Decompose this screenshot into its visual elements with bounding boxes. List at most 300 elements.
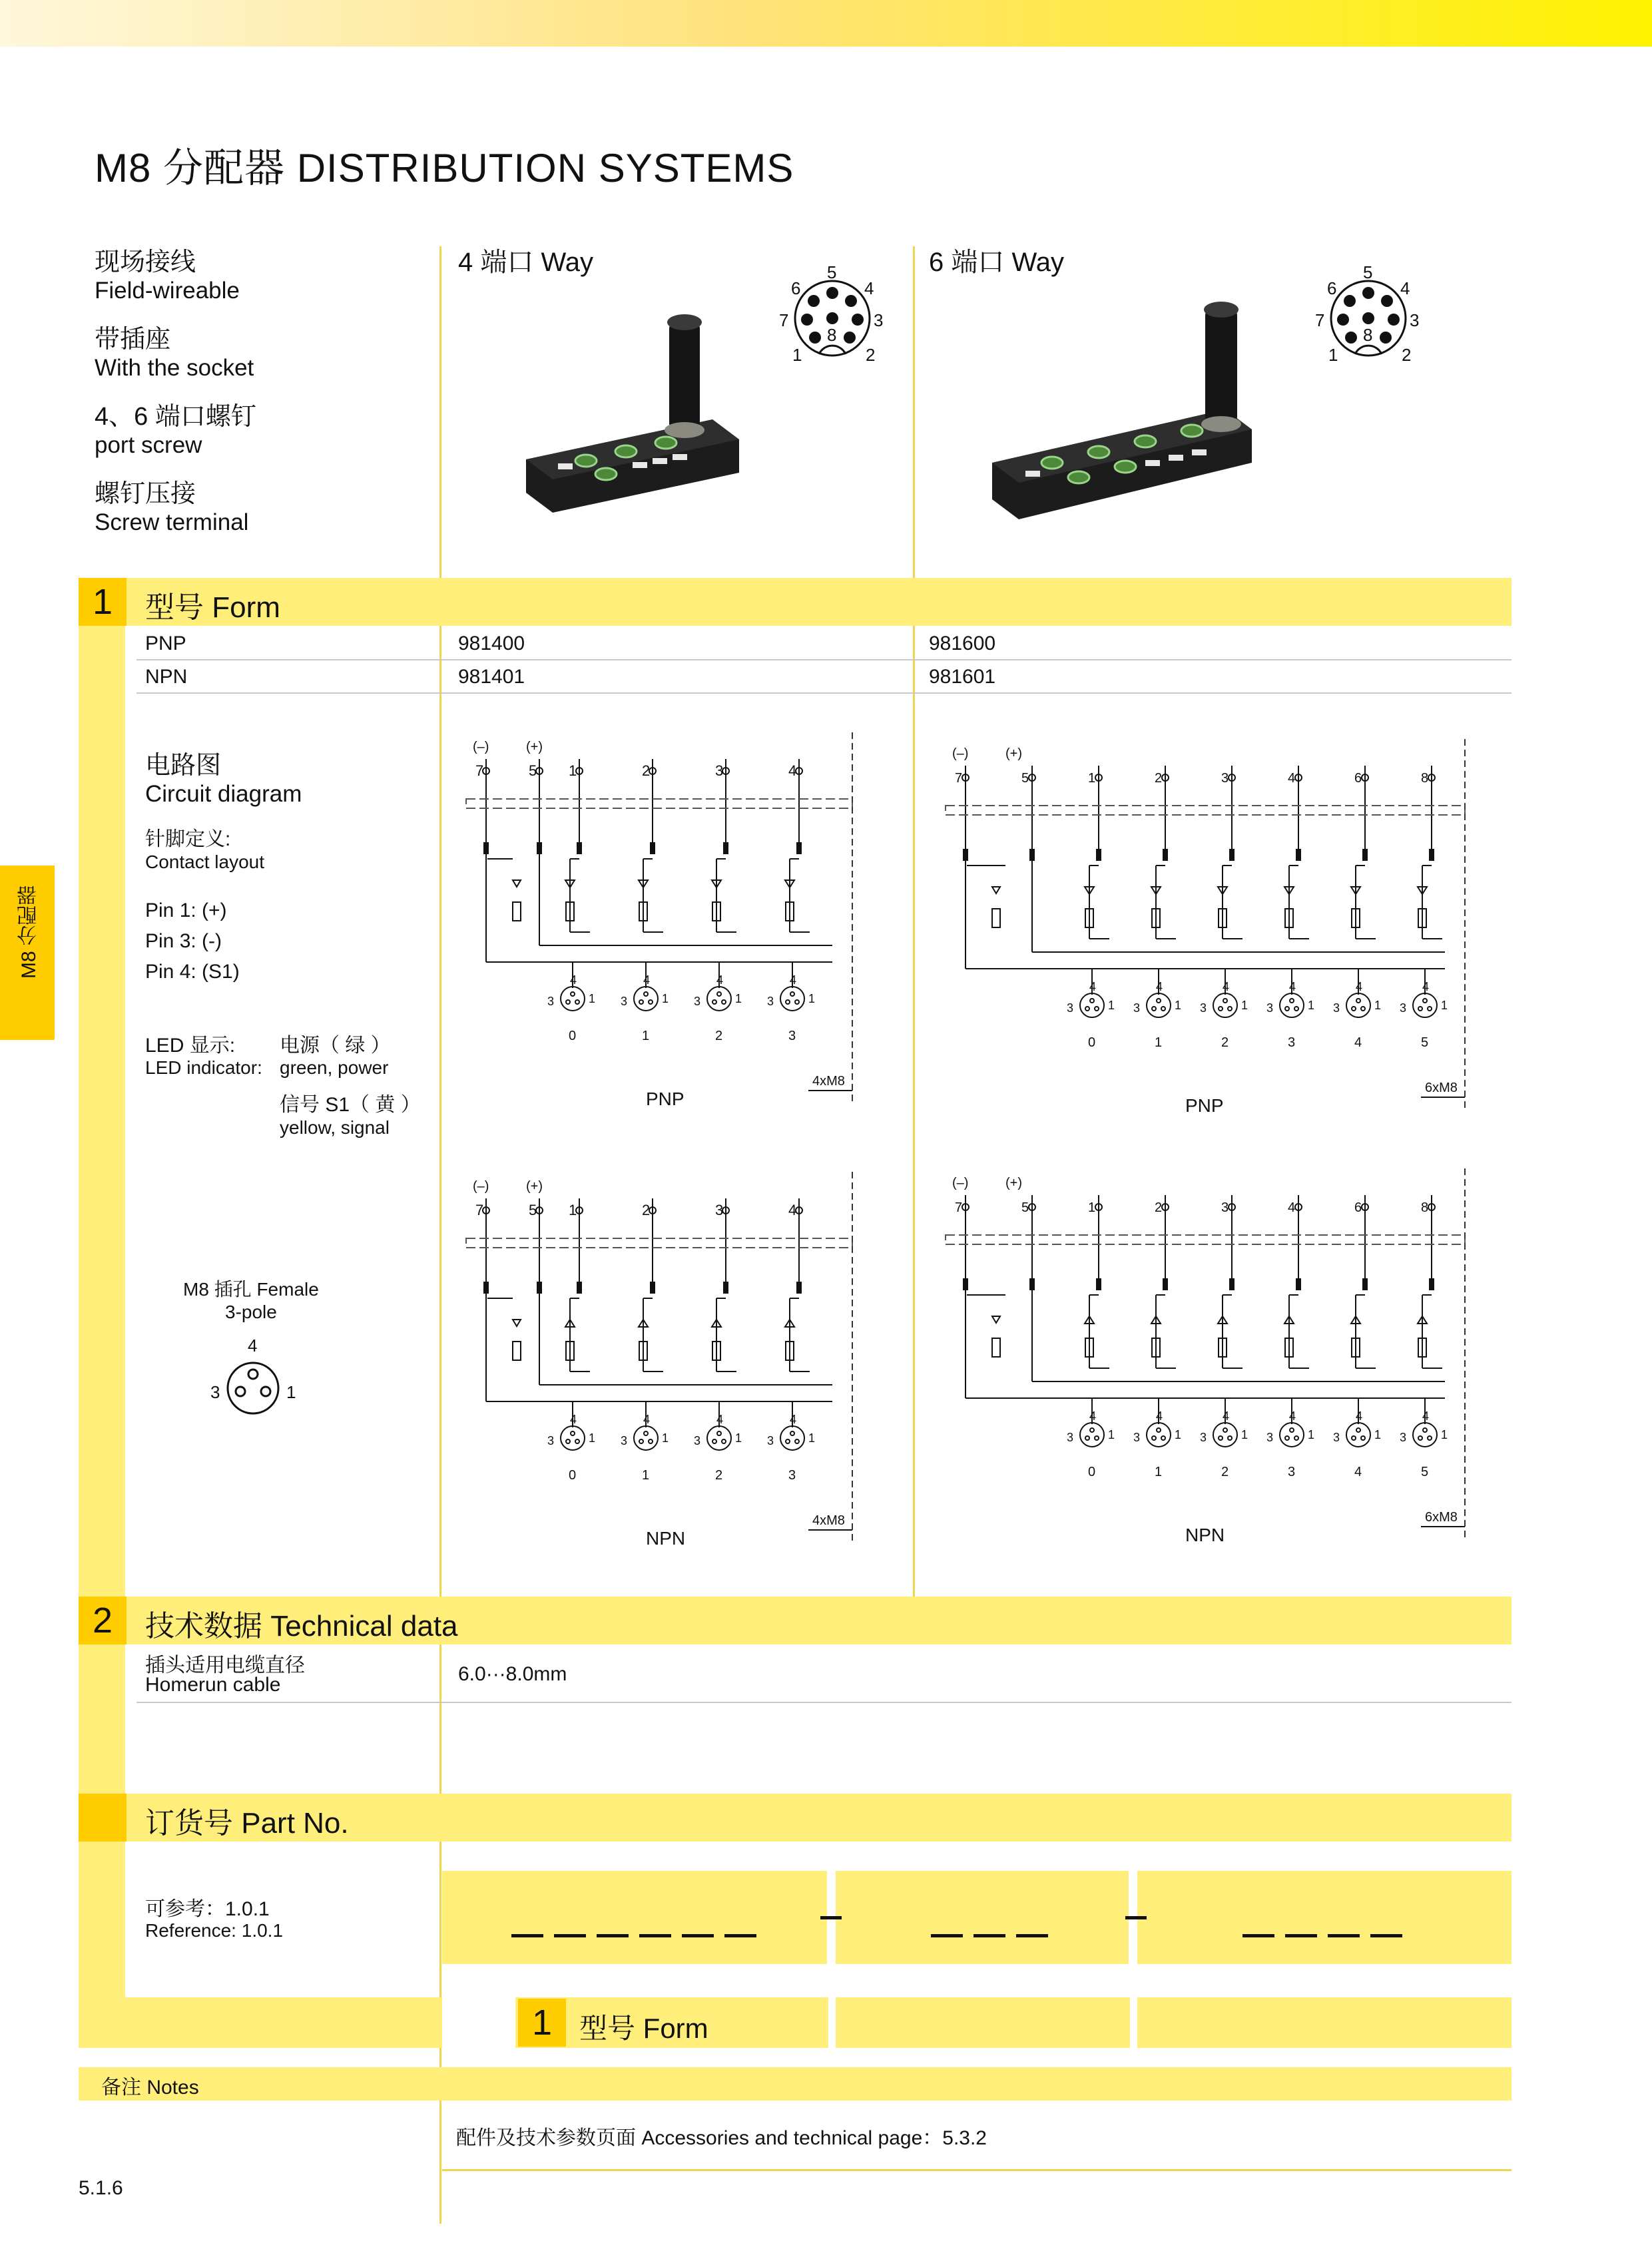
fuse [1163, 849, 1168, 861]
diagram-type-label: NPN [1185, 1525, 1225, 1545]
homerun-value: 6.0···8.0mm [458, 1663, 567, 1685]
socket-pin [1428, 1436, 1432, 1440]
bottom-rule [442, 2169, 1512, 2171]
socket-pin-label: 4 [1156, 980, 1163, 993]
socket-pin-label: 3 [1067, 1001, 1074, 1015]
port-number-label: 0 [1088, 1465, 1096, 1479]
svg-text:7: 7 [779, 310, 789, 330]
socket-pin [571, 1431, 575, 1435]
fuse [1163, 1278, 1168, 1290]
notes-band [79, 2067, 1512, 2101]
port-number-label: 5 [1421, 1465, 1429, 1479]
socket-pin [1085, 1007, 1089, 1011]
socket-pin [1152, 1007, 1156, 1011]
socket-pin-label: 3 [621, 1434, 628, 1447]
reference-cn: 可参考：1.0.1 [145, 1898, 270, 1920]
section1-left-stripe [79, 626, 125, 1598]
port-number-label: 1 [642, 1468, 650, 1483]
socket-pin-label: 4 [1422, 1409, 1430, 1423]
feature-item: 带插座 With the socket [95, 326, 254, 381]
fuse [796, 842, 802, 854]
socket-pin [722, 1000, 726, 1004]
socket-pin-label: 4 [643, 1413, 651, 1426]
terminal-strip [946, 1235, 1465, 1244]
polarity-pos-label: (+) [526, 740, 543, 754]
fuse [1229, 1278, 1235, 1290]
svg-text:1: 1 [792, 345, 802, 365]
socket-pin-label: 4 [1089, 980, 1097, 993]
socket-pin-label: 1 [808, 1431, 816, 1445]
port-socket [1080, 1423, 1104, 1447]
port-socket [561, 1426, 585, 1450]
port-number-label: 4 [1354, 1465, 1362, 1479]
feature-item: 螺钉压接 Screw terminal [95, 480, 249, 535]
socket-pin [1361, 1436, 1365, 1440]
svg-text:5: 5 [827, 262, 837, 282]
socket-pin [1352, 1007, 1356, 1011]
port-number-label: 2 [715, 1468, 723, 1483]
pin-layout-8-4way [772, 260, 892, 373]
terminal-label: 4 [1288, 771, 1296, 786]
port-socket [707, 1426, 731, 1450]
fuse [723, 1282, 728, 1294]
female-socket-sublabel: 3-pole [225, 1302, 277, 1322]
socket-pin [786, 1439, 790, 1443]
socket-pin [1219, 1436, 1223, 1440]
fuse [723, 842, 728, 854]
svg-text:7: 7 [1315, 310, 1325, 330]
fuse [650, 1282, 655, 1294]
port-number-label: 4 [1354, 1035, 1362, 1050]
socket-pin [1294, 1436, 1298, 1440]
circuit-diagram-6way-npn [939, 1168, 1472, 1548]
section1-title: 型号 Form [145, 591, 280, 624]
socket-pin [639, 1000, 643, 1004]
port-socket [634, 1426, 658, 1450]
terminal-label: 3 [715, 1202, 724, 1218]
socket-pin-label: 4 [643, 973, 651, 987]
terminal-label: 2 [1155, 771, 1163, 786]
socket-pin [649, 1000, 653, 1004]
socket-pin-label: 1 [1374, 1428, 1382, 1441]
svg-text:4: 4 [1400, 278, 1410, 298]
socket-pin [712, 1000, 716, 1004]
homerun-label-en: Homerun cable [145, 1674, 281, 1696]
led-signal-cn: 信号 S1（ 黄 ） [280, 1094, 421, 1116]
terminal-strip [466, 799, 852, 808]
svg-text:3: 3 [874, 310, 884, 330]
socket-pin-label: 3 [547, 1434, 555, 1447]
female-socket-label: M8 插孔 Female [183, 1279, 319, 1300]
socket-pin-label: 3 [1133, 1431, 1141, 1444]
port-socket [1413, 993, 1437, 1017]
socket-pin [1161, 1007, 1165, 1011]
terminal-label: 6 [1354, 771, 1362, 786]
column-rule-middle [913, 246, 915, 1598]
socket-pin-label: 1 [1108, 999, 1115, 1012]
power-led [992, 1316, 1000, 1323]
terminal-label: 1 [1088, 771, 1096, 786]
socket-pin [1095, 1007, 1099, 1011]
terminal-label: 5 [1021, 771, 1029, 786]
port-socket [780, 1426, 804, 1450]
polarity-neg-label: (–) [473, 1179, 489, 1194]
socket-pin-label: 3 [621, 995, 628, 1008]
column-rule-left [439, 246, 441, 2224]
socket-pin-label: 4 [570, 973, 577, 987]
socket-pin-label: 4 [716, 1413, 724, 1426]
port-socket [780, 987, 804, 1011]
form-cell-white-1 [442, 1997, 515, 2048]
socket-pin [795, 1439, 799, 1443]
terminal-label: 7 [475, 762, 484, 779]
port-count-mark: 4xM8 [812, 1074, 845, 1089]
socket-pin-label: 3 [1200, 1001, 1207, 1015]
fuse [577, 842, 582, 854]
part-no-field-2[interactable] [836, 1871, 1129, 1964]
socket-pin [1423, 1428, 1427, 1432]
port-socket [1213, 1423, 1237, 1447]
socket-pin-label: 3 [694, 1434, 701, 1447]
section3-title: 订货号 Part No. [145, 1807, 349, 1840]
socket-pin-label: 3 [694, 995, 701, 1008]
port-number-label: 2 [715, 1029, 723, 1043]
resistor [513, 902, 521, 921]
terminal-label: 3 [1221, 771, 1229, 786]
fuse [1362, 849, 1368, 861]
section1-band [79, 578, 1512, 626]
port-socket [1413, 1423, 1437, 1447]
row-divider [137, 1702, 1512, 1703]
socket-pin [790, 1431, 794, 1435]
socket-pin [1223, 1428, 1227, 1432]
svg-text:3: 3 [210, 1382, 220, 1402]
polarity-neg-label: (–) [473, 740, 489, 754]
port-socket [1080, 993, 1104, 1017]
terminal-label: 3 [1221, 1200, 1229, 1215]
socket-pin [566, 1439, 570, 1443]
part-no-field-1[interactable] [442, 1871, 827, 1964]
svg-text:4: 4 [248, 1336, 258, 1356]
form-row-4way-pnp: 981400 [458, 632, 525, 654]
socket-pin-label: 1 [735, 1431, 742, 1445]
socket-pin-label: 3 [767, 1434, 774, 1447]
power-led [513, 1320, 521, 1326]
socket-pin-label: 1 [1175, 1428, 1182, 1441]
port-socket [707, 987, 731, 1011]
socket-pin-label: 4 [716, 973, 724, 987]
port-number-label: 3 [1288, 1035, 1296, 1050]
terminal-label: 5 [529, 1202, 537, 1218]
socket-pin [1228, 1436, 1232, 1440]
socket-pin-label: 3 [1266, 1431, 1274, 1444]
port-socket [561, 987, 585, 1011]
socket-pin [1290, 999, 1294, 1003]
socket-pin-label: 1 [1108, 1428, 1115, 1441]
terminal-label: 6 [1354, 1200, 1362, 1215]
socket-pin [1161, 1436, 1165, 1440]
socket-pin-label: 3 [1400, 1001, 1407, 1015]
socket-pin-label: 4 [570, 1413, 577, 1426]
socket-pin-label: 3 [1067, 1431, 1074, 1444]
svg-text:4: 4 [864, 278, 874, 298]
port-socket [1147, 1423, 1171, 1447]
terminal-label: 1 [569, 1202, 577, 1218]
socket-pin [1418, 1436, 1422, 1440]
socket-pin-label: 4 [1223, 980, 1230, 993]
fuse [1296, 1278, 1301, 1290]
port-number-label: 0 [569, 1029, 577, 1043]
circuit-diagram-6way-pnp [939, 739, 1472, 1112]
port-socket [1147, 993, 1171, 1017]
circuit-diagram-4way-pnp [459, 732, 859, 1119]
terminal-label: 4 [788, 762, 797, 779]
svg-text:6: 6 [791, 278, 801, 298]
port-number-label: 0 [569, 1468, 577, 1483]
socket-pin-label: 1 [662, 992, 669, 1005]
fuse [650, 842, 655, 854]
socket-pin [1085, 1436, 1089, 1440]
socket-pin [722, 1439, 726, 1443]
socket-pin [1090, 1428, 1094, 1432]
socket-pin-label: 1 [1374, 999, 1382, 1012]
terminal-label: 7 [955, 771, 963, 786]
side-tab [0, 866, 55, 1040]
socket-pin-label: 4 [1289, 980, 1296, 993]
port-number-label: 0 [1088, 1035, 1096, 1050]
circuit-diagram-4way-npn [459, 1172, 859, 1545]
part-no-field-3[interactable] [1137, 1871, 1512, 1964]
socket-pin-label: 1 [1441, 999, 1448, 1012]
port-number-label: 3 [788, 1468, 796, 1483]
socket-pin [1228, 1007, 1232, 1011]
fuse [1362, 1278, 1368, 1290]
svg-text:1: 1 [1328, 345, 1338, 365]
terminal-label: 3 [715, 762, 724, 779]
polarity-pos-label: (+) [1005, 1176, 1022, 1190]
socket-pin-label: 1 [808, 992, 816, 1005]
svg-text:2: 2 [866, 345, 876, 365]
fuse [577, 1282, 582, 1294]
polarity-pos-label: (+) [526, 1179, 543, 1194]
svg-text:2: 2 [1402, 345, 1412, 365]
accessories-text: 配件及技术参数页面 Accessories and technical page：5.3.2 [456, 2127, 987, 2149]
top-gradient-bar [0, 0, 1652, 47]
led-power-cn: 电源（ 绿 ） [280, 1035, 391, 1057]
socket-pin-label: 4 [1289, 1409, 1296, 1423]
socket-pin-label: 3 [1200, 1431, 1207, 1444]
socket-pin-label: 1 [735, 992, 742, 1005]
led-power-en: green, power [280, 1057, 389, 1078]
part-no-separator [820, 1916, 842, 1919]
resistor [513, 1342, 521, 1360]
socket-pin [717, 992, 721, 996]
feature-item: 现场接线 Field-wireable [95, 248, 240, 304]
section2-title: 技术数据 Technical data [145, 1610, 458, 1642]
terminal-label: 1 [569, 762, 577, 779]
port-socket [1346, 1423, 1370, 1447]
port-number-label: 1 [642, 1029, 650, 1043]
polarity-pos-label: (+) [1005, 746, 1022, 761]
socket-pin-label: 4 [1156, 1409, 1163, 1423]
port-socket [634, 987, 658, 1011]
socket-pin-label: 3 [1333, 1001, 1340, 1015]
socket-pin [1095, 1436, 1099, 1440]
form-cell-label: 型号 Form [579, 2013, 708, 2044]
side-tab-label: M8 分配器 [18, 885, 40, 979]
fuse [1096, 849, 1101, 861]
socket-pin-label: 3 [1400, 1431, 1407, 1444]
socket-pin [1157, 1428, 1161, 1432]
port-count-mark: 6xM8 [1425, 1081, 1458, 1095]
socket-pin-label: 3 [1333, 1431, 1340, 1444]
port-socket [1213, 993, 1237, 1017]
polarity-neg-label: (–) [952, 746, 969, 761]
socket-pin [1290, 1428, 1294, 1432]
form-cell-gap-1 [828, 1997, 836, 2048]
section3-number-box [79, 1794, 127, 1842]
section3-bottom-band [79, 1997, 1512, 2048]
pin-layout-8-6way [1308, 260, 1428, 373]
socket-pin [1352, 1436, 1356, 1440]
socket-pin-label: 1 [589, 1431, 596, 1445]
svg-text:6: 6 [1327, 278, 1337, 298]
socket-pin [795, 1000, 799, 1004]
product-image-4way [519, 300, 759, 546]
circuit-label-block: 电路图 Circuit diagram 针脚定义: Contact layout Pin 1: (+) Pin 3: (-) Pin 4: (S1) [145, 752, 302, 983]
terminal-label: 8 [1421, 771, 1429, 786]
fuse [1429, 849, 1434, 861]
fuse [796, 1282, 802, 1294]
socket-pin-label: 4 [1089, 1409, 1097, 1423]
port-count-mark: 4xM8 [812, 1513, 845, 1528]
socket-pin [644, 992, 648, 996]
terminal-label: 1 [1088, 1200, 1096, 1215]
socket-pin-label: 4 [790, 1413, 797, 1426]
socket-pin-label: 3 [1266, 1001, 1274, 1015]
socket-pin [712, 1439, 716, 1443]
terminal-strip [466, 1238, 852, 1248]
socket-pin-label: 4 [1223, 1409, 1230, 1423]
socket-pin-label: 1 [1441, 1428, 1448, 1441]
socket-pin [1090, 999, 1094, 1003]
power-led [992, 887, 1000, 893]
socket-pin [1223, 999, 1227, 1003]
port-number-label: 3 [1288, 1465, 1296, 1479]
socket-pin-label: 1 [1241, 1428, 1248, 1441]
fuse [1229, 849, 1235, 861]
page-number: 5.1.6 [79, 2177, 123, 2199]
socket-pin [649, 1439, 653, 1443]
svg-text:8: 8 [827, 325, 837, 345]
socket-pin-label: 1 [589, 992, 596, 1005]
port-socket [1280, 993, 1304, 1017]
socket-pin [1219, 1007, 1223, 1011]
form-row-6way-npn: 981601 [929, 666, 996, 688]
socket-pin [571, 992, 575, 996]
socket-pin [1356, 999, 1360, 1003]
terminal-label: 4 [788, 1202, 797, 1218]
socket-pin [575, 1000, 579, 1004]
column-heading-6way: 6 端口 Way [929, 248, 1064, 277]
feature-list [95, 241, 256, 550]
row-divider [137, 659, 1512, 660]
homerun-label-cn: 插头适用电缆直径 [145, 1654, 305, 1676]
socket-pin-label: 1 [662, 1431, 669, 1445]
socket-pin [1152, 1436, 1156, 1440]
port-count-mark: 6xM8 [1425, 1510, 1458, 1525]
reference-en: Reference: 1.0.1 [145, 1920, 284, 1941]
socket-pin [1361, 1007, 1365, 1011]
socket-pin-label: 1 [1175, 999, 1182, 1012]
section1-number: 1 [79, 578, 127, 626]
port-number-label: 3 [788, 1029, 796, 1043]
port-socket [1346, 993, 1370, 1017]
port-number-label: 2 [1221, 1465, 1229, 1479]
socket-pin-label: 4 [1422, 980, 1430, 993]
socket-pin-label: 3 [547, 995, 555, 1008]
notes-label: 备注 Notes [101, 2077, 199, 2099]
form-row-label-npn: NPN [145, 666, 188, 688]
section2-left-stripe [79, 1644, 125, 1798]
port-socket [1280, 1423, 1304, 1447]
fuse [1296, 849, 1301, 861]
svg-text:5: 5 [1363, 262, 1373, 282]
port-number-label: 2 [1221, 1035, 1229, 1050]
terminal-label: 2 [1155, 1200, 1163, 1215]
socket-pin [1285, 1007, 1289, 1011]
diagram-type-label: PNP [1185, 1095, 1224, 1112]
socket-pin-label: 4 [1356, 1409, 1363, 1423]
socket-pin-label: 4 [1356, 980, 1363, 993]
form-row-label-pnp: PNP [145, 632, 186, 654]
terminal-label: 5 [1021, 1200, 1029, 1215]
socket-pin [1428, 1007, 1432, 1011]
terminal-label: 8 [1421, 1200, 1429, 1215]
row-divider [137, 692, 1512, 694]
socket-pin [717, 1431, 721, 1435]
socket-pin-label: 1 [1308, 999, 1315, 1012]
svg-text:3: 3 [1410, 310, 1420, 330]
polarity-neg-label: (–) [952, 1176, 969, 1190]
terminal-label: 2 [642, 1202, 651, 1218]
terminal-label: 7 [475, 1202, 484, 1218]
socket-pin-label: 3 [1133, 1001, 1141, 1015]
socket-pin [1356, 1428, 1360, 1432]
form-cell-gap-2 [1130, 1997, 1137, 2048]
socket-pin [644, 1431, 648, 1435]
terminal-strip [946, 806, 1465, 815]
socket-pin [639, 1439, 643, 1443]
resistor [992, 1338, 1000, 1357]
socket-pin [1423, 999, 1427, 1003]
led-label-cn: LED 显示: [145, 1035, 236, 1057]
svg-text:1: 1 [286, 1382, 296, 1402]
socket-pin-label: 3 [767, 995, 774, 1008]
column-heading-4way: 4 端口 Way [458, 248, 593, 277]
terminal-label: 2 [642, 762, 651, 779]
port-number-label: 5 [1421, 1035, 1429, 1050]
part-no-separator [1125, 1916, 1147, 1919]
form-row-4way-npn: 981401 [458, 666, 525, 688]
terminal-label: 4 [1288, 1200, 1296, 1215]
led-label-en: LED indicator: [145, 1057, 262, 1078]
svg-text:8: 8 [1363, 325, 1373, 345]
led-signal-en: yellow, signal [280, 1117, 390, 1138]
feature-item: 4、6 端口螺钉 port screw [95, 403, 256, 458]
socket-pin [566, 1000, 570, 1004]
socket-pin-label: 1 [1308, 1428, 1315, 1441]
